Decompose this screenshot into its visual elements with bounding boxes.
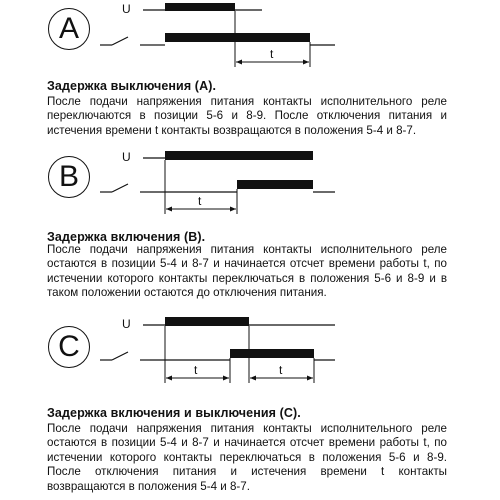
timing-diagram-c <box>0 312 500 397</box>
timing-diagram-b <box>0 148 500 228</box>
contact-switch-symbol <box>112 352 128 360</box>
section-c <box>0 312 500 500</box>
section-b-heading: Задержка включения (В). <box>47 230 206 244</box>
supply-on-bar <box>165 3 235 11</box>
supply-on-bar <box>165 151 313 160</box>
supply-on-bar <box>165 317 249 326</box>
section-c-text: После подачи напряжения питания контакты исполнительного реле остаются в позиции 5-4 и 8-7 и начинается отсчет времени работы t, по истечении которого контакты переключаться в положения 5-6 и 8-9. После отключения питания и истечения времени t контакты возвращаются в положения 5-4 и 8-7. <box>47 422 447 493</box>
section-a <box>0 0 500 150</box>
section-c-heading: Задержка включения и выключения (С). <box>47 406 301 420</box>
arrow-head-right <box>303 60 309 65</box>
supply-voltage-label: U <box>122 150 131 164</box>
delay-t-label: t <box>270 47 274 61</box>
arrow-2-head-left <box>250 376 256 381</box>
arrow-head-left <box>236 60 242 65</box>
section-a-text: После подачи напряжения питания контакты исполнительного реле переключаются в позиции 5-6 и 8-9. После отключения питания и истечения времени t контакты возвращаются в положения 5-4 и 8-7. <box>47 95 447 137</box>
contact-on-bar <box>230 349 314 358</box>
delay-t-label-2: t <box>279 363 283 377</box>
arrow-1-head-right <box>223 376 229 381</box>
supply-voltage-label: U <box>122 317 131 331</box>
section-a-heading: Задержка выключения (А). <box>47 79 217 93</box>
section-b-text: После подачи напряжения питания контакты исполнительного реле остаются в позиции 5-4 и 8-7 и начинается отсчет времени работы t, по истечении которого контакты переключаться в положения 5-6 и 8-9 и в таком положении остаются до отключения питания. <box>47 243 447 300</box>
contact-switch-symbol <box>112 37 128 45</box>
section-b <box>0 148 500 308</box>
mode-c-letter: C <box>58 330 80 363</box>
arrow-head-right <box>230 207 236 212</box>
timing-diagram-a <box>0 0 500 90</box>
supply-voltage-label: U <box>122 2 131 16</box>
contact-switch-symbol <box>112 184 128 192</box>
mode-a-letter: A <box>58 12 79 45</box>
mode-b-letter: B <box>58 160 79 193</box>
delay-t-label: t <box>198 194 202 208</box>
contact-on-bar <box>165 33 310 42</box>
arrow-head-left <box>166 207 172 212</box>
arrow-1-head-left <box>166 376 172 381</box>
contact-on-bar <box>237 180 313 189</box>
arrow-2-head-right <box>307 376 313 381</box>
delay-t-label-1: t <box>194 363 198 377</box>
